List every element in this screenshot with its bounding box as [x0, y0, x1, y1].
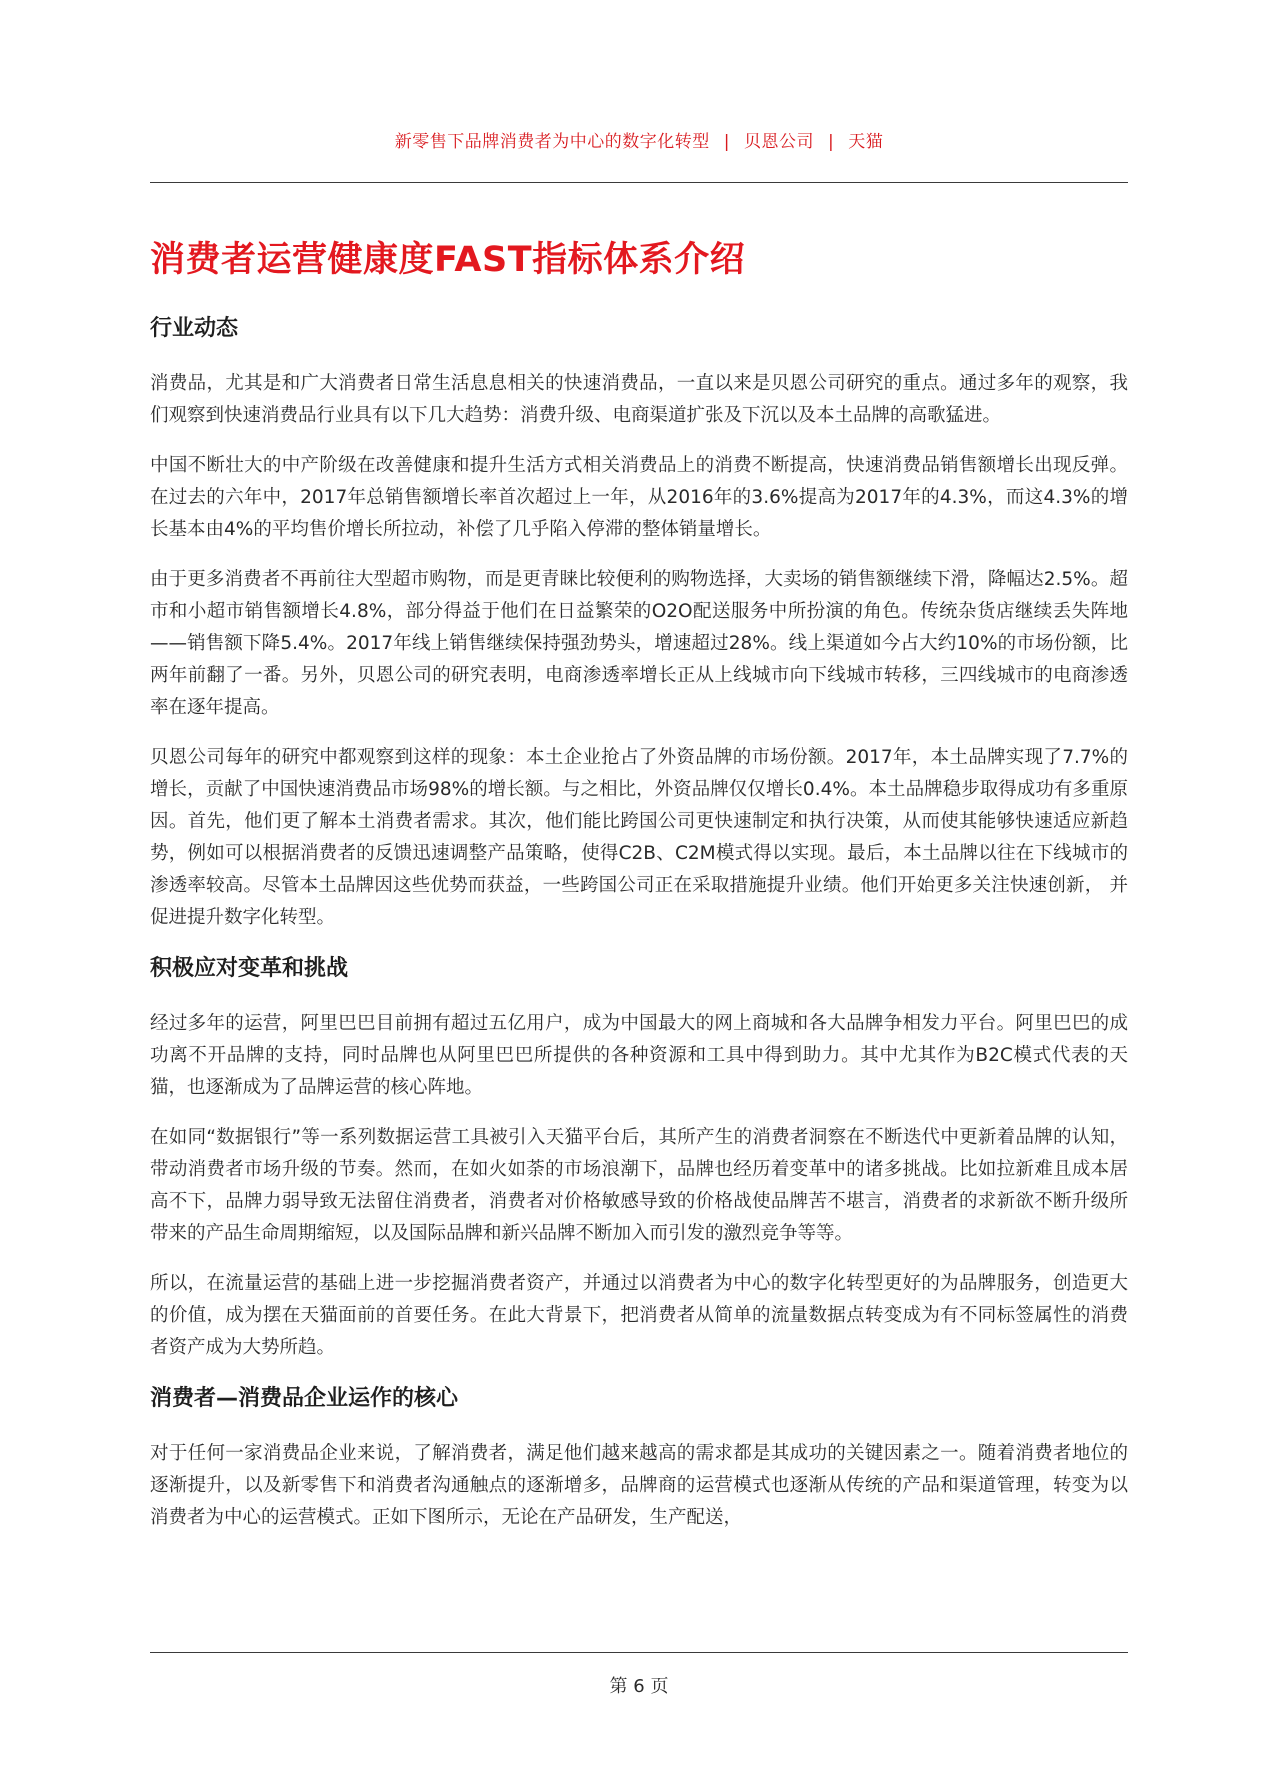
running-header: [150, 127, 1128, 152]
paragraph: 由于更多消费者不再前往大型超市购物，而是更青睐比较便利的购物选择，大卖场的销售额继续下滑，降幅达2.5%。超市和小超市销售额增长4.8%，部分得益于他们在日益繁荣的O2O配送服务中所扮演的角色。传统杂货店继续丢失阵地——销售额下降5.4%。2017年线上销售继续保持强劲势头，增速超过28%。线上渠道如今占大约10%的市场份额，比两年前翻了一番。另外，贝恩公司的研究表明，电商渗透率增长正从上线城市向下线城市转移，三四线城市的电商渗透率在逐年提高。: [150, 569, 1128, 718]
section-heading: 行业动态: [150, 316, 239, 341]
paragraph: 中国不断壮大的中产阶级在改善健康和提升生活方式相关消费品上的消费不断提高，快速消费品销售额增长出现反弹。在过去的六年中，2017年总销售额增长率首次超过上一年，从2016年的3.6%提高为2017年的4.3%，而这4.3%的增长基本由4%的平均售价增长所拉动，补偿了几乎陷入停滞的整体销量增长。: [150, 455, 1128, 540]
header-doc-title: 新零售下品牌消费者为中心的数字化转型: [394, 132, 710, 152]
paragraph: 所以，在流量运营的基础上进一步挖掘消费者资产，并通过以消费者为中心的数字化转型更好的为品牌服务，创造更大的价值，成为摆在天猫面前的首要任务。在此大背景下，把消费者从简单的流量数据点转变成为有不同标签属性的消费者资产成为大势所趋。: [150, 1273, 1128, 1358]
page-number: 第 6 页: [609, 1676, 669, 1697]
section-heading: 消费者—消费品企业运作的核心: [150, 1386, 459, 1411]
section-heading: 积极应对变革和挑战: [150, 956, 349, 981]
header-separator: |: [723, 132, 730, 152]
header-separator: |: [828, 132, 835, 152]
paragraph: 在如同“数据银行”等一系列数据运营工具被引入天猫平台后，其所产生的消费者洞察在不断迭代中更新着品牌的认知，带动消费者市场升级的节奏。然而，在如火如荼的市场浪潮下，品牌也经历着变革中的诸多挑战。比如拉新难且成本居高不下，品牌力弱导致无法留住消费者，消费者对价格敏感导致的价格战使品牌苦不堪言，消费者的求新欲不断升级所带来的产品生命周期缩短，以及国际品牌和新兴品牌不断加入而引发的激烈竞争等等。: [150, 1127, 1128, 1244]
header-partner: 天猫: [848, 132, 884, 152]
footer-divider: [150, 1652, 1128, 1653]
main-content: [150, 312, 1128, 1552]
paragraph: 贝恩公司每年的研究中都观察到这样的现象：本土企业抢占了外资品牌的市场份额。2017年，本土品牌实现了7.7%的增长，贡献了中国快速消费品市场98%的增长额。与之相比，外资品牌仅仅增长0.4%。本土品牌稳步取得成功有多重原因。首先，他们更了解本土消费者需求。其次，他们能比跨国公司更快速制定和执行决策，从而使其能够快速适应新趋势，例如可以根据消费者的反馈迅速调整产品策略，使得C2B、C2M模式得以实现。最后，本土品牌以往在下线城市的渗透率较高。尽管本土品牌因这些优势而获益，一些跨国公司正在采取措施提升业绩。他们开始更多关注快速创新， 并促进提升数字化转型。: [150, 747, 1128, 928]
paragraph: 经过多年的运营，阿里巴巴目前拥有超过五亿用户，成为中国最大的网上商城和各大品牌争相发力平台。阿里巴巴的成功离不开品牌的支持，同时品牌也从阿里巴巴所提供的各种资源和工具中得到助力。其中尤其作为B2C模式代表的天猫，也逐渐成为了品牌运营的核心阵地。: [150, 1013, 1128, 1098]
paragraph: 消费品，尤其是和广大消费者日常生活息息相关的快速消费品，一直以来是贝恩公司研究的重点。通过多年的观察，我们观察到快速消费品行业具有以下几大趋势：消费升级、电商渠道扩张及下沉以及本土品牌的高歌猛进。: [150, 373, 1128, 426]
header-divider: [150, 182, 1128, 183]
page-title: 消费者运营健康度FAST指标体系介绍: [150, 240, 746, 280]
header-company: 贝恩公司: [744, 132, 814, 152]
paragraph: 对于任何一家消费品企业来说，了解消费者，满足他们越来越高的需求都是其成功的关键因素之一。随着消费者地位的逐渐提升，以及新零售下和消费者沟通触点的逐渐增多，品牌商的运营模式也逐渐从传统的产品和渠道管理，转变为以消费者为中心的运营模式。正如下图所示，无论在产品研发，生产配送，: [150, 1443, 1128, 1528]
